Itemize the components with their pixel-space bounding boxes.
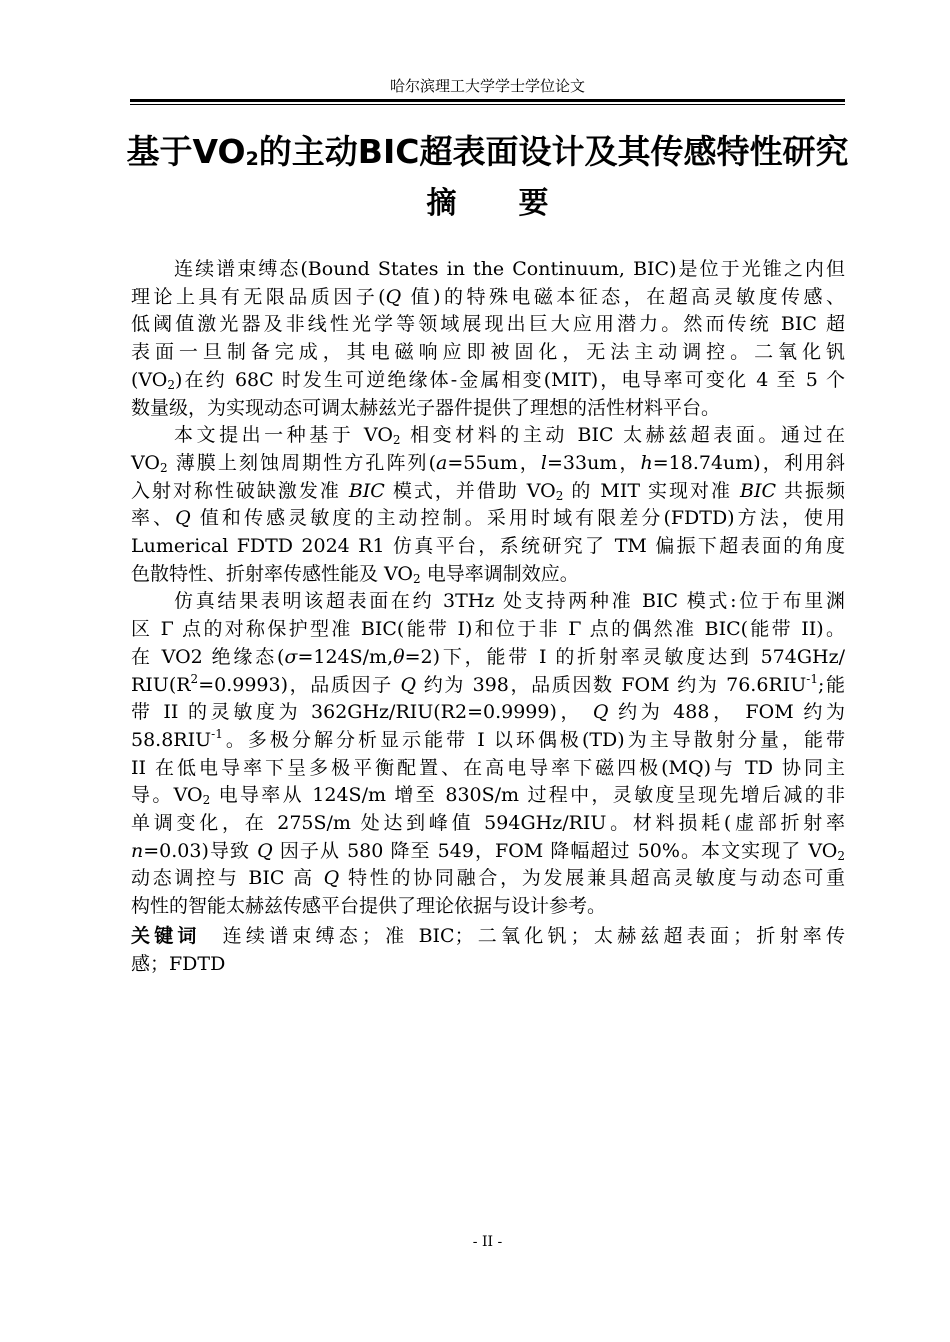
abstract-line: 连续谱束缚态(Bound States in the Continuum, BIC)是位于光锥之内但 [174,258,845,280]
title-part-1: 基于VO [126,132,246,171]
italic-symbol: σ [284,645,298,668]
abstract-line: $58.8RIU^{-1}$。多极分解分析显示能带 I 以环偶极(TD)为主导散射分量，能带 [131,726,845,751]
abstract-line: 数量级，为实现动态可调太赫兹光子器件提供了理想的活性材料平台。 [131,396,721,419]
subscript: 2 [392,433,401,448]
subscript: 2 [167,377,176,392]
abstract-line: $(VO_2)$在约 68C 时发生可逆绝缘体-金属相变(MIT)，电导率可变化 4 至 5 个 [131,368,845,392]
italic-symbol: l [540,451,547,474]
title-subscript: 2 [245,148,259,170]
abstract-line: 本文提出一种基于 $VO_2$ 相变材料的主动 BIC 太赫兹超表面。通过在 [174,424,845,448]
paper-title [100,128,875,176]
italic-symbol: Q [175,507,191,530]
keywords-line-2: 感；FDTD [131,953,226,975]
header-rule-thick [130,99,845,102]
italic-symbol: BIC [740,479,777,502]
abstract-line: 表面一旦制备完成，其电磁响应即被固化，无法主动调控。二氧化钒 [131,341,845,364]
abstract-line: 单调变化，在 275S/m 处达到峰值 594GHz/RIU。材料损耗(虚部折射率 [131,812,845,835]
abstract-line: 构性的智能太赫兹传感平台提供了理论依据与设计参考。 [131,895,607,918]
abstract-line: 仿真结果表明该超表面在约 3THz 处支持两种准 BIC 模式:位于布里渊 [174,590,845,613]
subscript: 2 [159,460,168,475]
running-header: 哈尔滨理工大学学士学位论文 [389,77,585,95]
abstract-paragraph-3 [131,588,845,920]
abstract-line: 在 VO2 绝缘态(σ=124S/m,θ=2)下，能带 I 的折射率灵敏度达到 574GHz/ [131,645,845,668]
superscript: 2 [190,671,199,686]
abstract-line: 入射对称性破缺激发准 BIC 模式，并借助 $VO_2$ 的 MIT 实现对准 BIC 共振频 [131,479,845,503]
abstract-line: 低阈值激光器及非线性光学等领域展现出巨大应用潜力。然而传统 BIC 超 [131,313,845,336]
superscript: -1 [211,726,223,741]
italic-symbol: a [436,451,448,474]
abstract-line: II 在低电导率下呈多极平衡配置、在高电导率下磁四极(MQ)与 TD 协同主 [131,756,845,779]
abstract-line: Lumerical FDTD 2024 R1 仿真平台，系统研究了 TM 偏振下超表面的角度 [131,535,845,558]
italic-symbol: Q [323,867,340,890]
abstract-paragraph-2 [131,422,845,588]
keywords-line-1 [131,922,845,950]
abstract-line: 理论上具有无限品质因子(Q 值)的特殊电磁本征态，在超高灵敏度传感、 [131,285,845,308]
abstract-line: $VO_2$ 薄膜上刻蚀周期性方孔阵列(a=55um，l=33um，h=18.74um)，利用斜 [131,451,846,475]
italic-symbol: Q [400,673,417,696]
abstract-line: 区 Γ 点的对称保护型准 BIC(能带 I)和位于非 Γ 点的偶然准 BIC(能带 II)。 [131,618,845,641]
abstract-body [131,256,845,921]
italic-symbol: Q [257,839,273,862]
abstract-line: n=0.03)导致 Q 因子从 580 降至 549，FOM 降幅超过 50%。本文实现了 $VO_2$ [131,839,845,863]
italic-symbol: Q [592,701,609,724]
italic-symbol: Q [385,285,402,308]
keywords-block [131,922,845,978]
keywords-label: 关键词 [131,925,201,947]
italic-symbol: BIC [348,479,385,502]
abstract-line: 动态调控与 BIC 高 Q 特性的协同融合，为发展兼具超高灵敏度与动态可重 [131,867,846,890]
page-number: - II - [472,1234,503,1250]
abstract-heading: 摘要 [426,186,611,221]
abstract-paragraph-1 [131,256,845,422]
abstract-line: 导。$VO_2$ 电导率从 124S/m 增至 830S/m 过程中，灵敏度呈现先增后减的非 [131,784,845,808]
abstract-line: 率、Q 值和传感灵敏度的主动控制。采用时域有限差分(FDTD)方法，使用 [131,507,845,530]
title-part-2: 的主动BIC超表面设计及其传感特性研究 [258,132,849,171]
abstract-line: 色散特性、折射率传感性能及 $VO_2$ 电导率调制效应。 [131,562,579,586]
italic-symbol: n [131,839,144,862]
abstract-line: 带 II 的灵敏度为 362GHz/RIU(R2=0.9999)， Q 约为 488， FOM 约为 [131,701,845,724]
header-rule-thin [130,104,845,105]
abstract-line: $RIU(R^2=0.9993)$，品质因子 Q 约为 398，品质因数 FOM 约为 $76.6RIU^{-1}$;能 [131,671,845,696]
superscript: -1 [806,671,818,686]
subscript: 2 [837,848,845,863]
subscript: 2 [202,793,211,808]
italic-symbol: θ [393,645,405,668]
subscript: 2 [555,488,564,503]
subscript: 2 [413,571,421,586]
keywords-text-1: 连续谱束缚态；准 BIC；二氧化钒；太赫兹超表面；折射率传 [222,925,845,947]
italic-symbol: h [640,451,653,474]
